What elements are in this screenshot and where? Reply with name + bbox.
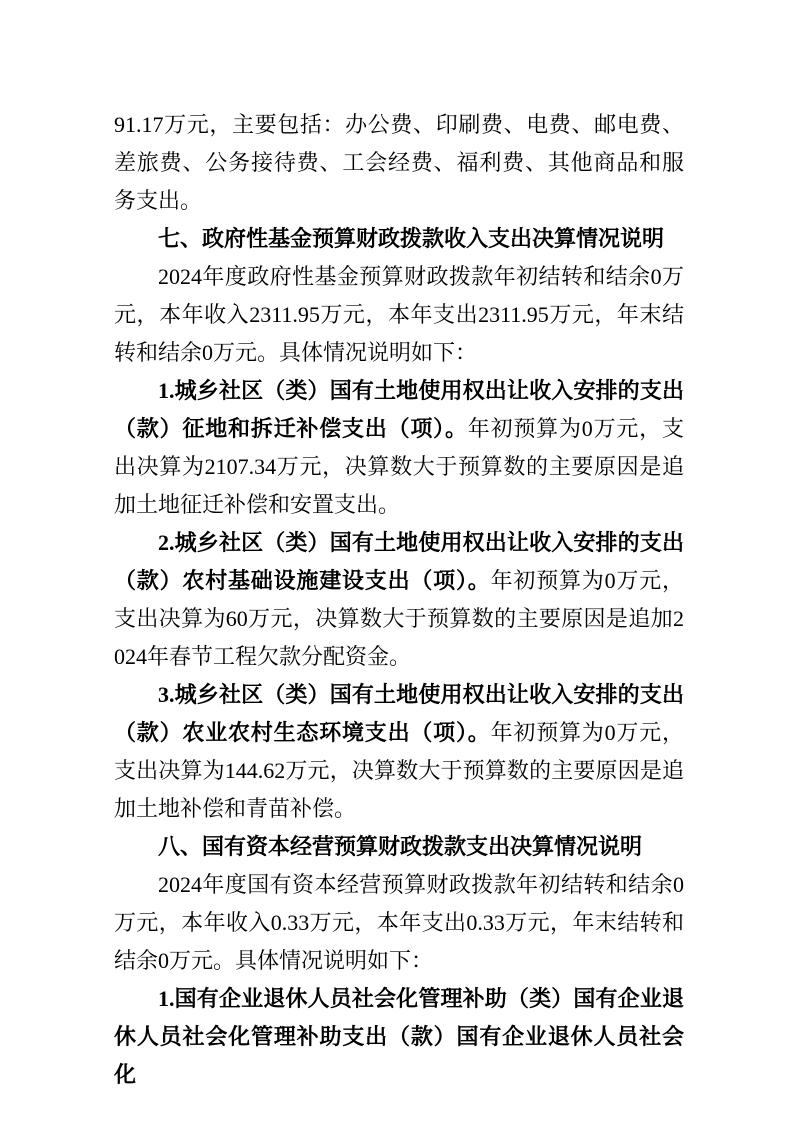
para-gov-fund-item-2-bold: 2.城乡社区（类）国有土地使用权出让收入安排的支出（款）农村基础设施建设支出（项）。 xyxy=(114,530,684,593)
heading-section-7-bold: 七、政府性基金预算财政拨款收入支出决算情况说明 xyxy=(158,226,665,251)
heading-section-8 xyxy=(114,828,684,866)
para-state-capital-summary xyxy=(114,866,684,980)
para-gov-fund-item-3 xyxy=(114,676,684,828)
para-other-expenses-continuation xyxy=(114,106,684,220)
para-gov-fund-summary xyxy=(114,258,684,372)
heading-section-7 xyxy=(114,220,684,258)
para-gov-fund-item-2 xyxy=(114,524,684,676)
para-gov-fund-item-3-bold: 3.城乡社区（类）国有土地使用权出让收入安排的支出（款）农业农村生态环境支出（项）。 xyxy=(114,682,684,745)
heading-section-8-bold: 八、国有资本经营预算财政拨款支出决算情况说明 xyxy=(158,834,643,859)
para-gov-fund-item-1-text: 年初预算为0万元，支出决算为2107.34万元，决算数大于预算数的主要原因是追加土地征迁补偿和安置支出。 xyxy=(114,416,684,517)
para-gov-fund-item-1-bold: 1.城乡社区（类）国有土地使用权出让收入安排的支出（款）征地和拆迁补偿支出（项）。 xyxy=(114,378,684,441)
para-gov-fund-summary-text: 2024年度政府性基金预算财政拨款年初结转和结余0万元，本年收入2311.95万元，本年支出2311.95万元，年末结转和结余0万元。具体情况说明如下： xyxy=(114,264,684,365)
para-gov-fund-item-1 xyxy=(114,372,684,524)
para-gov-fund-item-2-text: 年初预算为0万元，支出决算为60万元，决算数大于预算数的主要原因是追加2024年春节工程欠款分配资金。 xyxy=(114,568,684,669)
para-other-expenses-continuation-text: 91.17万元，主要包括：办公费、印刷费、电费、邮电费、差旅费、公务接待费、工会经费、福利费、其他商品和服务支出。 xyxy=(114,112,684,213)
para-state-capital-summary-text: 2024年度国有资本经营预算财政拨款年初结转和结余0万元，本年收入0.33万元，本年支出0.33万元，年末结转和结余0万元。具体情况说明如下： xyxy=(114,872,684,973)
para-state-capital-item-1 xyxy=(114,980,684,1094)
para-gov-fund-item-3-text: 年初预算为0万元，支出决算为144.62万元，决算数大于预算数的主要原因是追加土地补偿和青苗补偿。 xyxy=(114,720,684,821)
para-state-capital-item-1-bold: 1.国有企业退休人员社会化管理补助（类）国有企业退休人员社会化管理补助支出（款）国有企业退休人员社会化 xyxy=(114,986,684,1087)
